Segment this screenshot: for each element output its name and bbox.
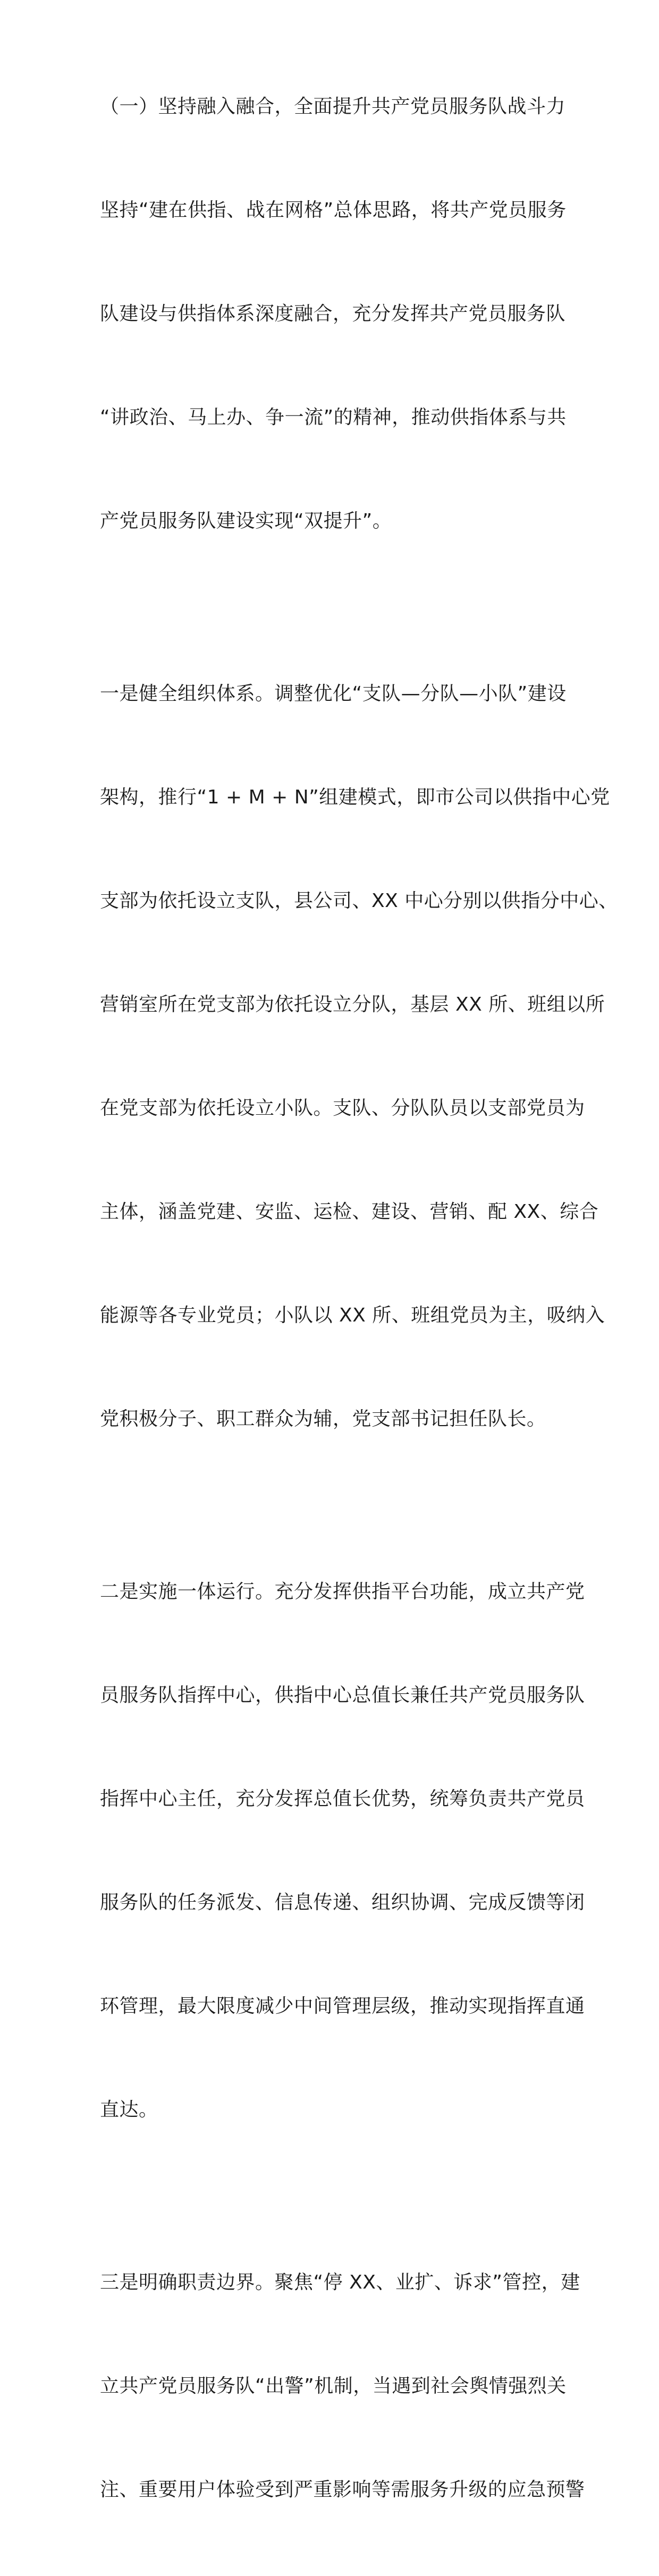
paragraph-line: 员服务队指挥中心，供指中心总值长兼任共产党员服务队: [100, 1684, 585, 1706]
paragraph-line: 在党支部为依托设立小队。支队、分队队员以支部党员为: [100, 1097, 585, 1119]
paragraph-line: 直达。: [100, 2099, 158, 2121]
paragraph-line: 支部为依托设立支队，县公司、XX 中心分别以供指分中心、: [100, 890, 618, 912]
paragraph-line: 党积极分子、职工群众为辅，党支部书记担任队长。: [100, 1408, 546, 1430]
paragraph-line: “讲政治、马上办、争一流”的精神，推动供指体系与共: [100, 406, 567, 428]
paragraph-integrated-operation: [100, 1505, 585, 2196]
paragraph-line: 坚持“建在供指、战在网格”总体思路，将共产党员服务: [100, 199, 567, 221]
paragraph-intro: [100, 124, 568, 607]
paragraph-line: 架构，推行“1 + M + N”组建模式，即市公司以供指中心党: [100, 786, 610, 808]
paragraph-line: 队建设与供指体系深度融合，充分发挥共产党员服务队: [100, 303, 566, 325]
paragraph-line: 环管理，最大限度减少中间管理层级，推动实现指挥直通: [100, 1995, 585, 2017]
paragraph-responsibility-boundary: [100, 2196, 585, 2576]
paragraph-line: 一是健全组织体系。调整优化“支队—分队—小队”建设: [100, 683, 567, 705]
paragraph-organization-system: [100, 607, 618, 1505]
paragraph-line: 注、重要用户体验受到严重影响等需服务升级的应急预警: [100, 2479, 585, 2501]
paragraph-line: 指挥中心主任，充分发挥总值长优势，统筹负责共产党员: [100, 1788, 585, 1810]
paragraph-line: 立共产党员服务队“出警”机制，当遇到社会舆情强烈关: [100, 2375, 567, 2397]
document-body: [100, 89, 618, 2576]
paragraph-line: 服务队的任务派发、信息传递、组织协调、完成反馈等闭: [100, 1892, 585, 1913]
paragraph-line: 二是实施一体运行。充分发挥供指平台功能，成立共产党: [100, 1581, 585, 1603]
section-heading: （一）坚持融入融合，全面提升共产党员服务队战斗力: [100, 96, 566, 117]
paragraph-line: 营销室所在党支部为依托设立分队，基层 XX 所、班组以所: [100, 994, 605, 1015]
paragraph-line: 主体，涵盖党建、安监、运检、建设、营销、配 XX、综合: [100, 1201, 599, 1223]
paragraph-line: 产党员服务队建设实现“双提升”。: [100, 510, 392, 532]
paragraph-line: 三是明确职责边界。聚焦“停 XX、业扩、诉求”管控，建: [100, 2272, 580, 2293]
paragraph-line: 能源等各专业党员；小队以 XX 所、班组党员为主，吸纳入: [100, 1304, 605, 1326]
